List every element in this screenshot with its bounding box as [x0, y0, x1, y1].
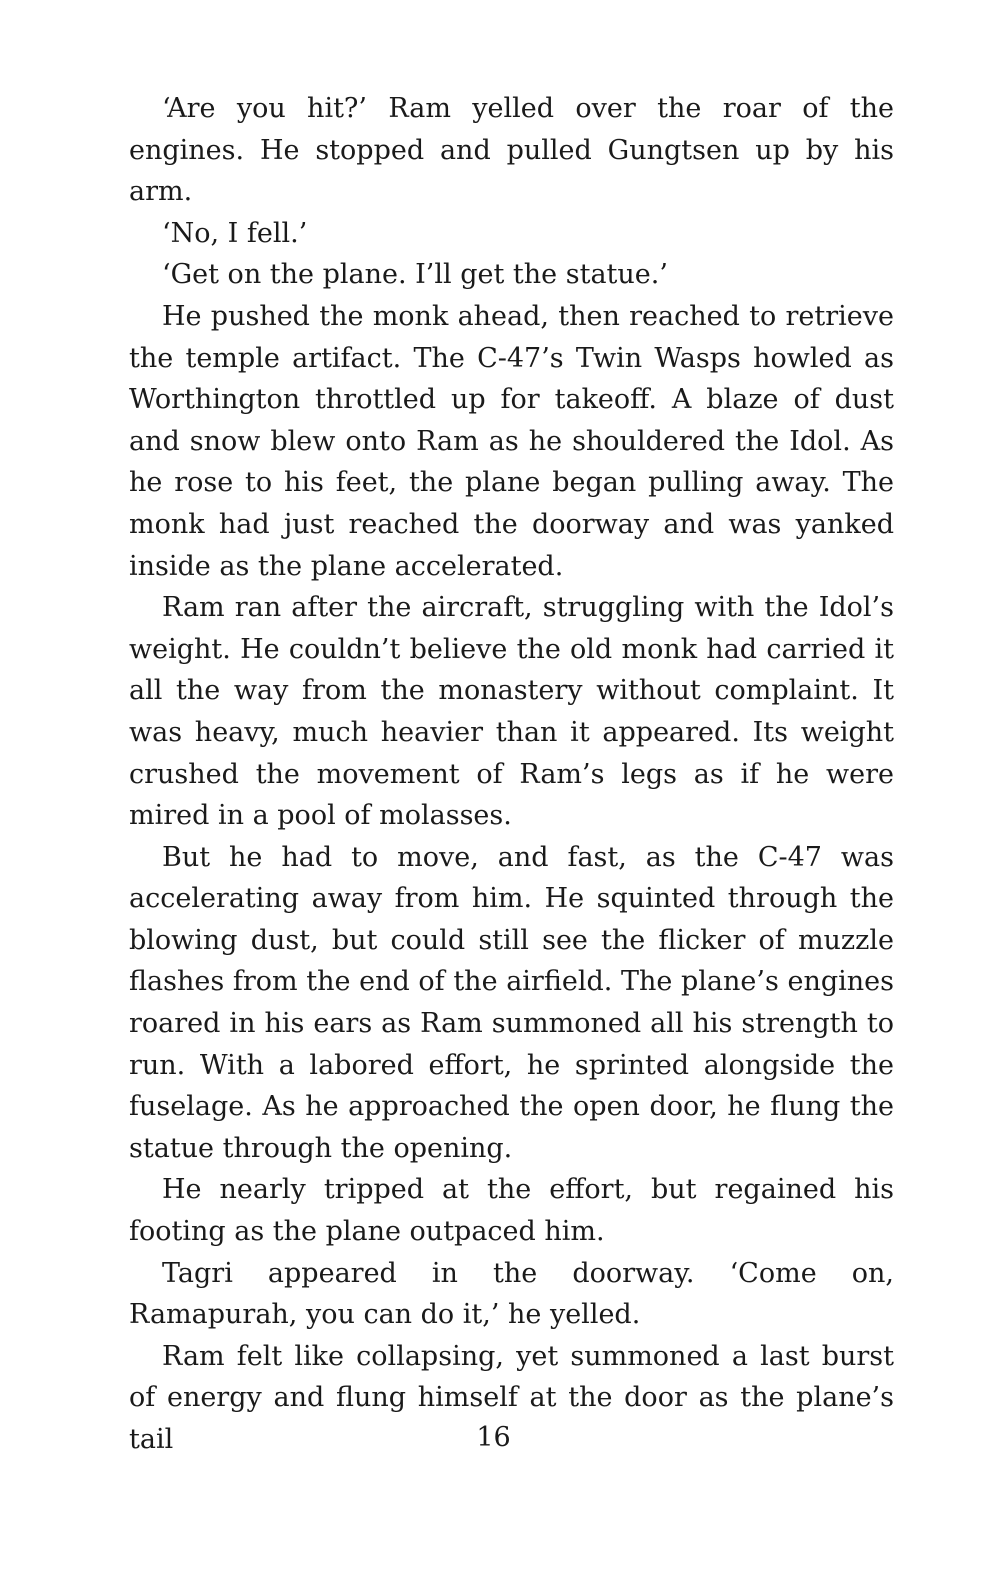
paragraph: ‘No, I fell.’ — [162, 217, 308, 249]
page-number: 16 — [476, 1422, 511, 1453]
paragraph: Ram ran after the aircraft, struggling with the Idol’s weight. He couldn’t believe the old monk had carried it all the way from the monastery without complaint. It was heavy, much heavier than it appeared. Its weight crushed the movement of Ram’s legs as if he were mired in a pool of molasses. — [129, 592, 894, 832]
paragraph: ‘Are you hit?’ Ram yelled over the roar of the engines. He stopped and pulled Gungtsen up by his arm. — [129, 93, 894, 208]
paragraph: Ram felt like collapsing, yet summoned a last burst of energy and flung himself at the door as the plane’s tail — [129, 1340, 894, 1455]
paragraph: But he had to move, and fast, as the C-47 was accelerating away from him. He squinted through the blowing dust, but could still see the flicker of muzzle flashes from the end of the airfield. The plane’s engines roared in his ears as Ram summoned all his strength to run. With a labored effort, he sprinted alongside the fuselage. As he approached the open door, he flung the statue through the opening. — [129, 841, 894, 1164]
paragraph: He nearly tripped at the effort, but regained his footing as the plane outpaced him. — [129, 1174, 894, 1248]
paragraph: He pushed the monk ahead, then reached to retrieve the temple artifact. The C-47’s Twin Wasps howled as Worthington throttled up for takeoff. A blaze of dust and snow blew onto Ram as he shouldered the Idol. As he rose to his feet, the plane began pulling away. The monk had just reached the doorway and was yanked inside as the plane accelerated. — [129, 300, 894, 582]
paragraph: Tagri appeared in the doorway. ‘Come on, Ramapurah, you can do it,’ he yelled. — [129, 1257, 894, 1331]
paragraph: ‘Get on the plane. I’ll get the statue.’ — [162, 259, 668, 291]
body-text — [129, 88, 894, 1461]
